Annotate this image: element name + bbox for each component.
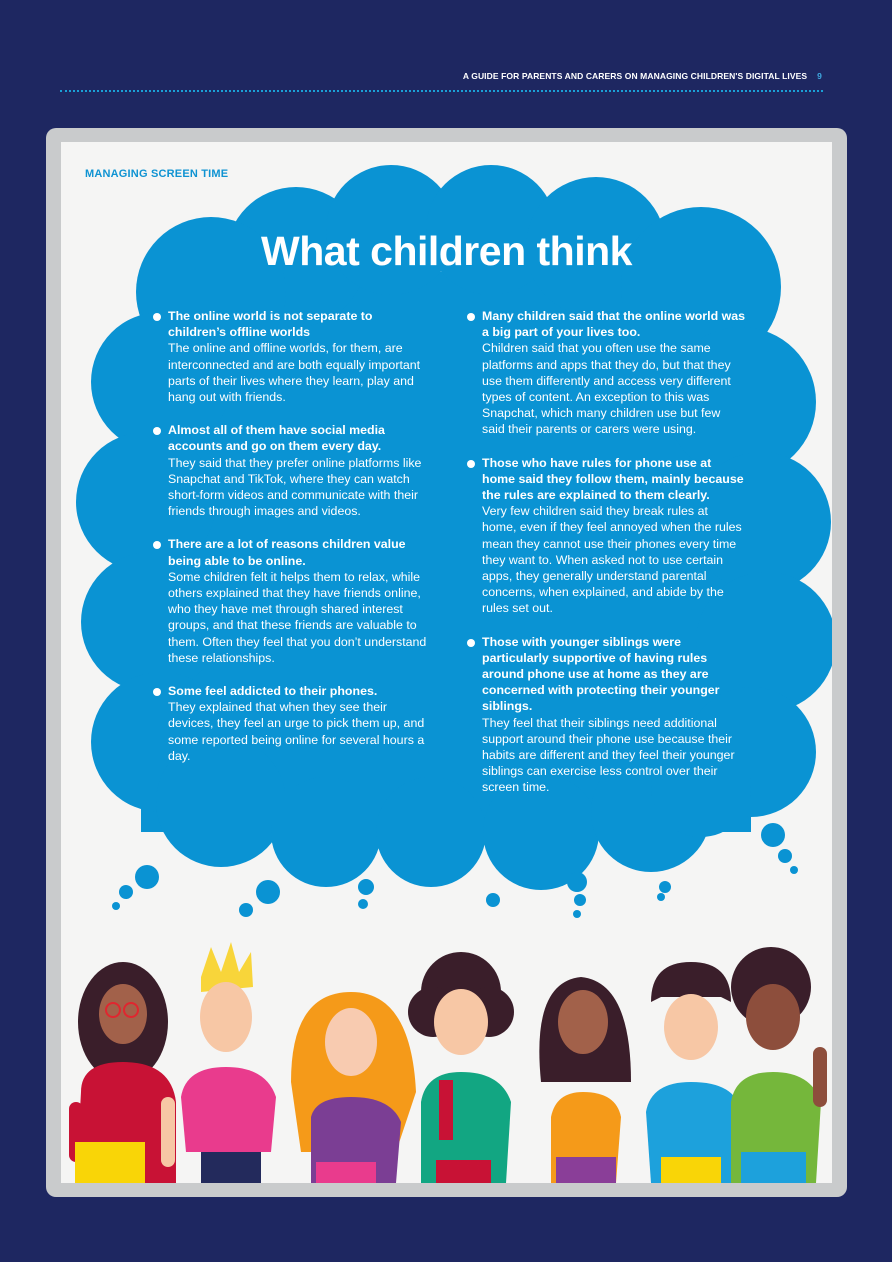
left-column xyxy=(153,308,431,781)
list-item xyxy=(153,422,431,519)
item-body: They said that they prefer online platforms like Snapchat and TikTok, where they can watch short-form videos and communicate with their friends through images and videos. xyxy=(168,455,422,519)
child-hijab-icon xyxy=(69,962,176,1183)
item-heading: Those with younger siblings were particularly supportive of having rules around phone use at home as they are concerned with protecting their younger siblings. xyxy=(482,634,720,714)
bullet-icon xyxy=(153,688,161,696)
list-item xyxy=(153,683,431,764)
section-label: MANAGING SCREEN TIME xyxy=(85,168,229,180)
list-item xyxy=(153,536,431,666)
item-body: They feel that their siblings need additional support around their phone use because their habits are different and they feel their younger siblings can exercise less control over their screen time. xyxy=(482,715,735,795)
item-heading: Almost all of them have social media accounts and go on them every day. xyxy=(168,423,385,454)
list-item xyxy=(467,455,745,617)
content-panel-inner xyxy=(61,142,832,1183)
bullet-icon xyxy=(467,460,475,468)
list-item xyxy=(153,308,431,405)
item-heading: Many children said that the online world was a big part of your lives too. xyxy=(482,309,745,340)
item-body: The online and offline worlds, for them, are interconnected and are both equally important parts of their lives where they learn, play and hang out with friends. xyxy=(168,341,421,405)
child-curly-hair-icon xyxy=(408,952,514,1183)
child-redhead-icon xyxy=(291,992,416,1183)
page-title: What children think xyxy=(261,228,632,274)
item-body: Some children felt it helps them to relax, while others explained that they have friends online, who they have met through shared interest groups, and that these friends are valuable to them. Often they feel that you don’t understand these relationships. xyxy=(168,569,427,665)
right-column xyxy=(467,308,745,813)
header-dotted-divider xyxy=(60,90,823,92)
child-brown-hair-icon xyxy=(646,962,741,1183)
bullet-icon xyxy=(153,427,161,435)
child-afro-icon xyxy=(731,947,827,1183)
child-dark-hair-icon xyxy=(539,977,631,1183)
running-header xyxy=(463,71,822,81)
item-heading: Those who have rules for phone use at home said they follow them, mainly because the rules are explained to them clearly. xyxy=(482,455,744,503)
bullet-icon xyxy=(467,313,475,321)
item-body: Very few children said they break rules at home, even if they feel annoyed when the rules mean they cannot use their phones every time they want to. When asked not to use certain apps, they generally understand parental concerns, when explained, and abide by the rules set out. xyxy=(482,504,742,616)
item-heading: Some feel addicted to their phones. xyxy=(168,684,378,699)
bullet-icon xyxy=(153,313,161,321)
page-number: 9 xyxy=(817,71,822,81)
list-item xyxy=(467,308,745,438)
bullet-icon xyxy=(467,639,475,647)
list-item xyxy=(467,634,745,796)
bullet-icon xyxy=(153,541,161,549)
item-heading: There are a lot of reasons children value being able to be online. xyxy=(168,537,406,568)
content-panel xyxy=(46,128,847,1197)
running-title: A GUIDE FOR PARENTS AND CARERS ON MANAGING CHILDREN'S DIGITAL LIVES xyxy=(462,71,808,81)
children-group-illustration xyxy=(61,902,832,1183)
item-body: They explained that when they see their devices, they feel an urge to pick them up, and some reported being online for several hours a day. xyxy=(168,700,425,763)
child-blonde-icon xyxy=(161,942,276,1183)
item-heading: The online world is not separate to children’s offline worlds xyxy=(168,309,373,340)
item-body: Children said that you often use the same platforms and apps that they do, but that they use them differently and access very different types of content. An exception to this was Snapchat, which many children use but few said their parents or carers were using. xyxy=(482,341,731,437)
